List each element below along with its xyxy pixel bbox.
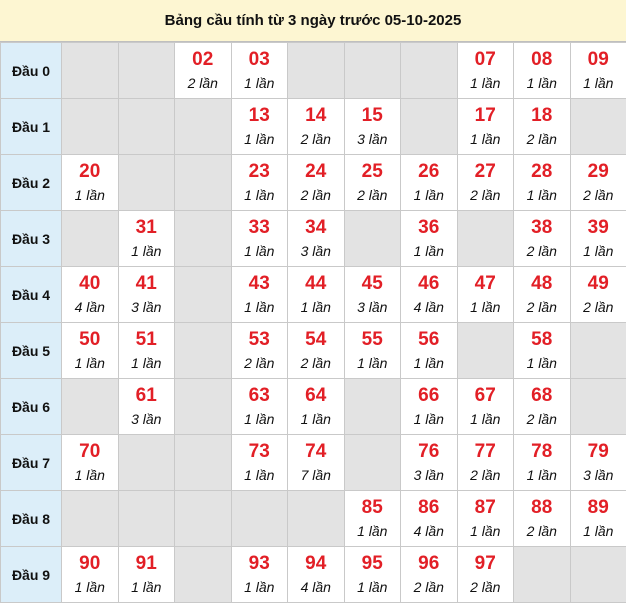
number-cell bbox=[231, 435, 288, 491]
table-row bbox=[1, 211, 626, 267]
table-row bbox=[1, 99, 626, 155]
occurrence-count: 1 lần bbox=[526, 354, 557, 371]
number-value: 97 bbox=[474, 552, 496, 574]
empty-cell bbox=[344, 435, 401, 491]
number-value: 58 bbox=[531, 328, 553, 350]
number-value: 33 bbox=[248, 216, 270, 238]
number-cell bbox=[514, 43, 571, 99]
occurrence-count: 1 lần bbox=[583, 242, 614, 259]
occurrence-count: 1 lần bbox=[300, 410, 331, 427]
empty-cell bbox=[62, 491, 119, 547]
empty-cell bbox=[175, 323, 232, 379]
occurrence-count: 2 lần bbox=[187, 74, 218, 91]
number-cell bbox=[457, 547, 514, 603]
occurrence-count: 1 lần bbox=[131, 242, 162, 259]
number-value: 70 bbox=[79, 440, 101, 462]
number-value: 54 bbox=[305, 328, 327, 350]
number-cell bbox=[231, 547, 288, 603]
occurrence-count: 4 lần bbox=[413, 522, 444, 539]
occurrence-count: 2 lần bbox=[583, 298, 614, 315]
number-cell bbox=[62, 267, 119, 323]
occurrence-count: 1 lần bbox=[244, 242, 275, 259]
number-cell bbox=[514, 435, 571, 491]
number-value: 73 bbox=[248, 440, 270, 462]
occurrence-count: 1 lần bbox=[357, 578, 388, 595]
number-cell bbox=[231, 211, 288, 267]
number-cell bbox=[288, 323, 345, 379]
number-cell bbox=[401, 155, 458, 211]
empty-cell bbox=[175, 211, 232, 267]
number-cell bbox=[62, 547, 119, 603]
number-value: 63 bbox=[248, 384, 270, 406]
empty-cell bbox=[344, 211, 401, 267]
number-cell bbox=[457, 379, 514, 435]
empty-cell bbox=[401, 43, 458, 99]
number-cell bbox=[344, 547, 401, 603]
number-value: 95 bbox=[361, 552, 383, 574]
number-value: 56 bbox=[418, 328, 440, 350]
empty-cell bbox=[231, 491, 288, 547]
occurrence-count: 1 lần bbox=[413, 242, 444, 259]
table-row bbox=[1, 155, 626, 211]
number-value: 45 bbox=[361, 272, 383, 294]
empty-cell bbox=[514, 547, 571, 603]
empty-cell bbox=[175, 99, 232, 155]
number-cell bbox=[514, 491, 571, 547]
number-value: 34 bbox=[305, 216, 327, 238]
empty-cell bbox=[62, 99, 119, 155]
number-value: 41 bbox=[135, 272, 157, 294]
occurrence-count: 1 lần bbox=[74, 578, 105, 595]
number-value: 55 bbox=[361, 328, 383, 350]
number-value: 78 bbox=[531, 440, 553, 462]
number-value: 27 bbox=[474, 160, 496, 182]
number-cell bbox=[514, 323, 571, 379]
number-value: 64 bbox=[305, 384, 327, 406]
number-grid bbox=[0, 42, 626, 603]
number-value: 53 bbox=[248, 328, 270, 350]
occurrence-count: 1 lần bbox=[413, 410, 444, 427]
table-row bbox=[1, 267, 626, 323]
occurrence-count: 4 lần bbox=[74, 298, 105, 315]
number-value: 61 bbox=[135, 384, 157, 406]
occurrence-count: 1 lần bbox=[413, 186, 444, 203]
number-value: 43 bbox=[248, 272, 270, 294]
number-value: 07 bbox=[474, 48, 496, 70]
number-cell bbox=[231, 43, 288, 99]
table-row bbox=[1, 323, 626, 379]
number-value: 20 bbox=[79, 160, 101, 182]
number-cell bbox=[62, 155, 119, 211]
number-cell bbox=[231, 379, 288, 435]
occurrence-count: 2 lần bbox=[526, 242, 557, 259]
row-label: Đầu 8 bbox=[1, 491, 62, 547]
empty-cell bbox=[570, 323, 626, 379]
number-cell bbox=[401, 211, 458, 267]
number-value: 76 bbox=[418, 440, 440, 462]
occurrence-count: 1 lần bbox=[526, 74, 557, 91]
number-value: 36 bbox=[418, 216, 440, 238]
number-cell bbox=[231, 323, 288, 379]
occurrence-count: 2 lần bbox=[300, 354, 331, 371]
occurrence-count: 2 lần bbox=[526, 298, 557, 315]
occurrence-count: 2 lần bbox=[526, 522, 557, 539]
table-row bbox=[1, 547, 626, 603]
occurrence-count: 3 lần bbox=[357, 130, 388, 147]
empty-cell bbox=[344, 379, 401, 435]
occurrence-count: 1 lần bbox=[413, 354, 444, 371]
number-cell bbox=[457, 491, 514, 547]
table-row bbox=[1, 435, 626, 491]
number-value: 85 bbox=[361, 496, 383, 518]
empty-cell bbox=[118, 155, 175, 211]
occurrence-count: 4 lần bbox=[300, 578, 331, 595]
number-value: 94 bbox=[305, 552, 327, 574]
number-value: 44 bbox=[305, 272, 327, 294]
grid-body bbox=[1, 43, 626, 603]
row-label: Đầu 0 bbox=[1, 43, 62, 99]
number-cell bbox=[344, 323, 401, 379]
number-value: 79 bbox=[587, 440, 609, 462]
number-cell bbox=[570, 491, 626, 547]
number-value: 39 bbox=[587, 216, 609, 238]
number-cell bbox=[514, 379, 571, 435]
table-title: Bảng cầu tính từ 3 ngày trước 05-10-2025 bbox=[0, 0, 626, 42]
number-value: 66 bbox=[418, 384, 440, 406]
number-cell bbox=[344, 99, 401, 155]
number-cell bbox=[514, 155, 571, 211]
occurrence-count: 1 lần bbox=[470, 74, 501, 91]
empty-cell bbox=[288, 491, 345, 547]
empty-cell bbox=[175, 267, 232, 323]
occurrence-count: 1 lần bbox=[357, 354, 388, 371]
occurrence-count: 1 lần bbox=[244, 130, 275, 147]
number-cell bbox=[401, 547, 458, 603]
occurrence-count: 2 lần bbox=[470, 186, 501, 203]
occurrence-count: 1 lần bbox=[526, 186, 557, 203]
occurrence-count: 2 lần bbox=[526, 410, 557, 427]
number-cell bbox=[457, 267, 514, 323]
table-row bbox=[1, 43, 626, 99]
number-value: 38 bbox=[531, 216, 553, 238]
empty-cell bbox=[457, 323, 514, 379]
empty-cell bbox=[570, 379, 626, 435]
empty-cell bbox=[118, 435, 175, 491]
empty-cell bbox=[62, 43, 119, 99]
number-cell bbox=[457, 155, 514, 211]
empty-cell bbox=[457, 211, 514, 267]
occurrence-count: 2 lần bbox=[300, 130, 331, 147]
number-value: 68 bbox=[531, 384, 553, 406]
number-value: 90 bbox=[79, 552, 101, 574]
number-value: 02 bbox=[192, 48, 214, 70]
number-cell bbox=[62, 323, 119, 379]
number-value: 08 bbox=[531, 48, 553, 70]
number-value: 46 bbox=[418, 272, 440, 294]
number-value: 74 bbox=[305, 440, 327, 462]
number-value: 87 bbox=[474, 496, 496, 518]
occurrence-count: 1 lần bbox=[526, 466, 557, 483]
number-value: 67 bbox=[474, 384, 496, 406]
number-value: 51 bbox=[135, 328, 157, 350]
occurrence-count: 2 lần bbox=[300, 186, 331, 203]
occurrence-count: 2 lần bbox=[470, 466, 501, 483]
empty-cell bbox=[62, 379, 119, 435]
table-row bbox=[1, 491, 626, 547]
number-value: 93 bbox=[248, 552, 270, 574]
number-cell bbox=[231, 99, 288, 155]
empty-cell bbox=[62, 211, 119, 267]
occurrence-count: 1 lần bbox=[131, 354, 162, 371]
number-value: 15 bbox=[361, 104, 383, 126]
number-cell bbox=[231, 155, 288, 211]
number-cell bbox=[288, 267, 345, 323]
number-cell bbox=[457, 435, 514, 491]
row-label: Đầu 1 bbox=[1, 99, 62, 155]
number-value: 40 bbox=[79, 272, 101, 294]
number-value: 14 bbox=[305, 104, 327, 126]
occurrence-count: 1 lần bbox=[244, 298, 275, 315]
occurrence-count: 2 lần bbox=[413, 578, 444, 595]
number-value: 03 bbox=[248, 48, 270, 70]
occurrence-count: 1 lần bbox=[244, 466, 275, 483]
number-cell bbox=[288, 379, 345, 435]
occurrence-count: 2 lần bbox=[357, 186, 388, 203]
row-label: Đầu 3 bbox=[1, 211, 62, 267]
number-cell bbox=[344, 491, 401, 547]
empty-cell bbox=[175, 547, 232, 603]
number-value: 50 bbox=[79, 328, 101, 350]
number-cell bbox=[62, 435, 119, 491]
number-value: 28 bbox=[531, 160, 553, 182]
number-value: 23 bbox=[248, 160, 270, 182]
occurrence-count: 3 lần bbox=[357, 298, 388, 315]
number-cell bbox=[570, 267, 626, 323]
occurrence-count: 4 lần bbox=[413, 298, 444, 315]
empty-cell bbox=[175, 435, 232, 491]
occurrence-count: 2 lần bbox=[470, 578, 501, 595]
occurrence-count: 1 lần bbox=[583, 522, 614, 539]
occurrence-count: 2 lần bbox=[526, 130, 557, 147]
occurrence-count: 1 lần bbox=[583, 74, 614, 91]
row-label: Đầu 7 bbox=[1, 435, 62, 491]
number-cell bbox=[457, 43, 514, 99]
number-value: 29 bbox=[587, 160, 609, 182]
occurrence-count: 3 lần bbox=[131, 298, 162, 315]
number-value: 88 bbox=[531, 496, 553, 518]
occurrence-count: 7 lần bbox=[300, 466, 331, 483]
number-cell bbox=[457, 99, 514, 155]
number-cell bbox=[118, 267, 175, 323]
empty-cell bbox=[288, 43, 345, 99]
number-value: 18 bbox=[531, 104, 553, 126]
empty-cell bbox=[401, 99, 458, 155]
number-cell bbox=[231, 267, 288, 323]
occurrence-count: 1 lần bbox=[74, 354, 105, 371]
number-value: 25 bbox=[361, 160, 383, 182]
number-cell bbox=[288, 155, 345, 211]
row-label: Đầu 5 bbox=[1, 323, 62, 379]
number-cell bbox=[344, 267, 401, 323]
number-cell bbox=[288, 99, 345, 155]
empty-cell bbox=[175, 379, 232, 435]
number-value: 13 bbox=[248, 104, 270, 126]
number-cell bbox=[401, 323, 458, 379]
number-value: 86 bbox=[418, 496, 440, 518]
number-value: 24 bbox=[305, 160, 327, 182]
occurrence-count: 1 lần bbox=[244, 186, 275, 203]
number-cell bbox=[401, 379, 458, 435]
empty-cell bbox=[570, 99, 626, 155]
number-cell bbox=[175, 43, 232, 99]
number-value: 31 bbox=[135, 216, 157, 238]
number-cell bbox=[118, 379, 175, 435]
occurrence-count: 1 lần bbox=[470, 522, 501, 539]
number-cell bbox=[514, 99, 571, 155]
number-cell bbox=[288, 547, 345, 603]
empty-cell bbox=[344, 43, 401, 99]
number-cell bbox=[570, 43, 626, 99]
empty-cell bbox=[118, 99, 175, 155]
number-value: 09 bbox=[587, 48, 609, 70]
occurrence-count: 1 lần bbox=[74, 186, 105, 203]
occurrence-count: 2 lần bbox=[244, 354, 275, 371]
occurrence-count: 3 lần bbox=[413, 466, 444, 483]
occurrence-count: 1 lần bbox=[300, 298, 331, 315]
empty-cell bbox=[118, 491, 175, 547]
number-cell bbox=[570, 435, 626, 491]
number-cell bbox=[570, 155, 626, 211]
number-cell bbox=[288, 211, 345, 267]
number-value: 77 bbox=[474, 440, 496, 462]
row-label: Đầu 2 bbox=[1, 155, 62, 211]
number-value: 89 bbox=[587, 496, 609, 518]
number-value: 17 bbox=[474, 104, 496, 126]
empty-cell bbox=[175, 155, 232, 211]
number-cell bbox=[344, 155, 401, 211]
empty-cell bbox=[570, 547, 626, 603]
number-value: 91 bbox=[135, 552, 157, 574]
number-cell bbox=[288, 435, 345, 491]
table-row bbox=[1, 379, 626, 435]
number-cell bbox=[570, 211, 626, 267]
row-label: Đầu 9 bbox=[1, 547, 62, 603]
number-value: 47 bbox=[474, 272, 496, 294]
occurrence-count: 1 lần bbox=[244, 578, 275, 595]
occurrence-count: 1 lần bbox=[244, 74, 275, 91]
number-value: 49 bbox=[587, 272, 609, 294]
number-value: 96 bbox=[418, 552, 440, 574]
occurrence-count: 1 lần bbox=[470, 130, 501, 147]
number-cell bbox=[118, 547, 175, 603]
number-cell bbox=[514, 267, 571, 323]
occurrence-count: 1 lần bbox=[470, 410, 501, 427]
occurrence-count: 1 lần bbox=[357, 522, 388, 539]
number-cell bbox=[401, 491, 458, 547]
occurrence-count: 3 lần bbox=[300, 242, 331, 259]
number-cell bbox=[118, 323, 175, 379]
occurrence-count: 2 lần bbox=[583, 186, 614, 203]
occurrence-count: 1 lần bbox=[74, 466, 105, 483]
row-label: Đầu 6 bbox=[1, 379, 62, 435]
number-cell bbox=[118, 211, 175, 267]
number-cell bbox=[401, 267, 458, 323]
number-cell bbox=[401, 435, 458, 491]
empty-cell bbox=[175, 491, 232, 547]
row-label: Đầu 4 bbox=[1, 267, 62, 323]
occurrence-count: 1 lần bbox=[470, 298, 501, 315]
occurrence-count: 1 lần bbox=[131, 578, 162, 595]
number-value: 26 bbox=[418, 160, 440, 182]
empty-cell bbox=[118, 43, 175, 99]
number-value: 48 bbox=[531, 272, 553, 294]
number-cell bbox=[514, 211, 571, 267]
occurrence-count: 1 lần bbox=[244, 410, 275, 427]
occurrence-count: 3 lần bbox=[583, 466, 614, 483]
occurrence-count: 3 lần bbox=[131, 410, 162, 427]
